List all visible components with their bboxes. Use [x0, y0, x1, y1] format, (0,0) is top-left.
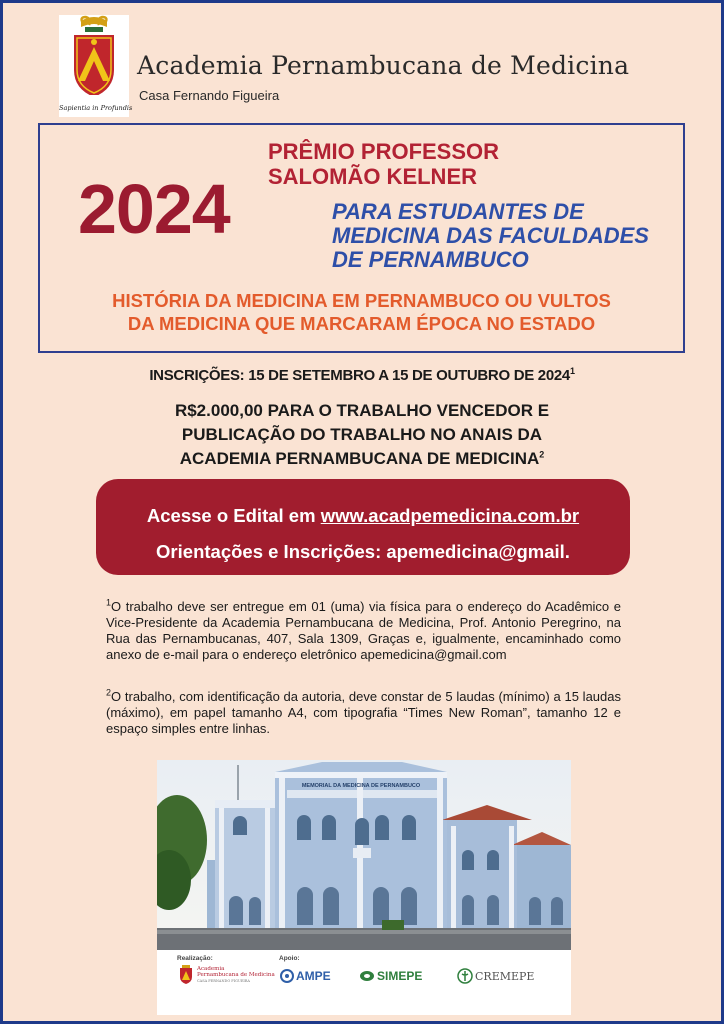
prize-title-line: SALOMÃO KELNER [268, 164, 477, 189]
registration-text: INSCRIÇÕES: 15 DE SETEMBRO A 15 DE OUTUBRO DE 2024 [149, 367, 570, 384]
cremepe-logo-icon [457, 968, 473, 984]
footnote-2 [106, 689, 621, 737]
award-line-text: ACADEMIA PERNAMBUCANA DE MEDICINA [179, 449, 540, 468]
prize-title-line: PRÊMIO PROFESSOR [268, 139, 500, 164]
realizacao-label: Realização: [177, 955, 213, 962]
realizacao-name [197, 966, 275, 984]
footnote-mark: 1 [106, 597, 112, 608]
academy-logo [59, 15, 133, 117]
coat-of-arms-icon [59, 15, 129, 103]
sponsors-bar [157, 950, 571, 1015]
award-line: R$2.000,00 PARA O TRABALHO VENCEDOR E [174, 401, 550, 420]
apoio-ampe: AMPE [296, 969, 331, 983]
building-photo [157, 760, 571, 950]
apoio-cremepe: CREMEPE [475, 970, 535, 983]
prize-theme-line: HISTÓRIA DA MEDICINA EM PERNAMBUCO OU VULTOS [112, 290, 611, 311]
prize-audience-line: MEDICINA DAS FACULDADES [332, 223, 649, 248]
footnote-mark: 1 [569, 366, 575, 376]
academy-subtitle: Casa Fernando Figueira [139, 88, 280, 103]
poster [3, 3, 721, 1021]
footnote-text: O trabalho deve ser entregue em 01 (uma) via física para o endereço do Acadêmico e Vice-Presidente da Academia Pernambucana de Medicina, Prof. Antonio Peregrino, na Rua das Pernambucanas, 407, Sala 1309, Graças e, igualmente, encaminhado como anexo de e-mail para o endereço eletrônico apemedicina@gmail.com [106, 599, 621, 662]
building-sign: MEMORIAL DA MEDICINA DE PERNAMBUCO [301, 783, 421, 789]
award-line [3, 447, 721, 471]
prize-theme [40, 289, 683, 335]
prize-audience [332, 200, 649, 272]
award-line: PUBLICAÇÃO DO TRABALHO NO ANAIS DA [181, 425, 543, 444]
realizacao-name-line: Academia [197, 966, 225, 972]
edital-line [96, 505, 630, 527]
academy-mini-logo-icon [179, 965, 193, 985]
prize-box [38, 123, 685, 353]
prize-audience-line: PARA ESTUDANTES DE [332, 199, 584, 224]
award-description [3, 399, 721, 471]
prize-theme-line: DA MEDICINA QUE MARCARAM ÉPOCA NO ESTADO [127, 313, 596, 334]
prize-title [268, 139, 499, 189]
prize-year: 2024 [78, 170, 230, 248]
footnote-mark: 2 [106, 687, 112, 698]
footnote-text: O trabalho, com identificação da autoria, deve constar de 5 laudas (mínimo) a 15 laudas (máximo), em papel tamanho A4, com tipografia “Times New Roman”, tamanho 12 e espaço simples entre linhas. [106, 689, 621, 736]
simepe-logo-icon [359, 969, 375, 983]
ampe-logo-icon [280, 969, 294, 983]
academy-name: Academia Pernambucana de Medicina [137, 51, 630, 80]
apoio-simepe: SIMEPE [377, 969, 423, 983]
apoio-label: Apoio: [279, 955, 300, 962]
registration-dates [3, 367, 721, 384]
contact-line: Orientações e Inscrições: apemedicina@gmail. [156, 541, 570, 562]
realizacao-name-line: Pernambucana de Medicina [197, 972, 275, 978]
photo-card [157, 760, 571, 1015]
realizacao-subtitle: CASA FERNANDO FIGUEIRA [197, 979, 250, 983]
prize-audience-line: DE PERNAMBUCO [332, 247, 529, 272]
edital-link[interactable]: www.acadpemedicina.com.br [320, 505, 580, 526]
footnote-mark: 2 [539, 449, 545, 460]
call-to-action-box [96, 479, 630, 575]
edital-prefix: Acesse o Edital em [146, 505, 321, 526]
footnote-1 [106, 599, 621, 663]
academy-motto: Sapientia in Profundis [59, 104, 133, 112]
